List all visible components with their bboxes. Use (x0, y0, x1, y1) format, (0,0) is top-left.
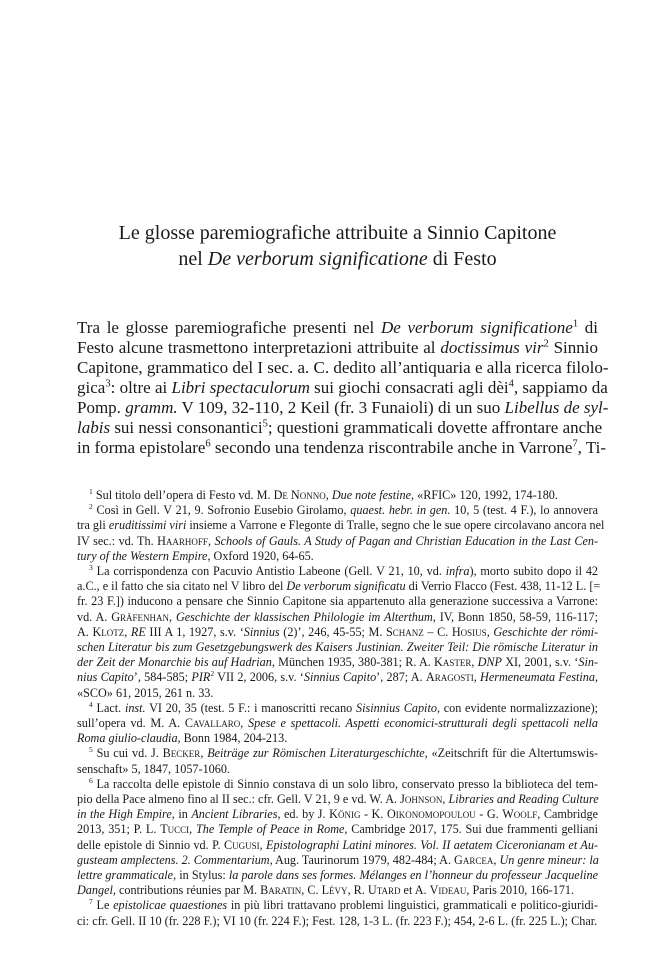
footnote-number: 4 (89, 699, 93, 709)
text-run: lettre grammaticale (77, 868, 174, 883)
text-run: «SCO» 61, 2015, 261 n. 33. (77, 685, 214, 700)
text-run: De verborum significatione (380, 318, 573, 337)
footnote (77, 898, 598, 928)
text-run: Sul titolo dell’opera di Festo vd. M. (95, 488, 274, 502)
text-run: , (189, 822, 196, 837)
footnote-ref: 5 (262, 418, 268, 430)
footnote-line (77, 549, 598, 564)
text-run: Geschichte der römi- (493, 624, 599, 639)
text-run: gramm. (125, 398, 178, 417)
text-run: epistolicae quaestiones (113, 898, 228, 913)
footnote-line (77, 838, 598, 853)
text-run: Lact. (96, 700, 125, 715)
text-run: in the High Empire (77, 807, 172, 822)
footnote-line (77, 716, 598, 731)
text-run: V 109, 32-110, 2 Keil (fr. 3 Funaioli) di un suo (177, 398, 505, 417)
text-run: Sin- (578, 655, 599, 670)
text-run: Gräfenhan (111, 609, 169, 624)
body-line (77, 418, 603, 438)
text-run: - G. (475, 807, 503, 822)
text-run: gica (77, 378, 106, 397)
footnote-ref: 4 (508, 378, 514, 390)
title-suffix: di Festo (427, 248, 497, 270)
text-run: Utard (367, 883, 401, 898)
text-run: , Aug. Taurinorum 1979, 482-484; A. (269, 852, 455, 867)
footnote-line (77, 594, 598, 609)
text-run: XI, 2001, s.v. ‘ (501, 655, 579, 670)
text-run: - K. (360, 807, 387, 822)
text-run: ), morto subito dopo il 42 (469, 564, 599, 579)
text-run: , Cambridge 2017, 175. Sui due frammenti gelliani (344, 822, 599, 837)
text-run: , (207, 533, 215, 548)
footnote-number: 2 (89, 502, 93, 512)
footnote (77, 701, 598, 747)
body-line (77, 338, 598, 358)
text-run: pio della Pace almeno fino al II sec.: cfr. Gell. V 21, 9 e vd. W. A. (77, 792, 401, 807)
body-line (77, 378, 608, 398)
text-run: ’, 584-585; (133, 670, 192, 685)
text-run: Roma giulio-claudia (77, 731, 178, 746)
text-run: De Nonno (273, 488, 326, 502)
footnote-number: 5 (89, 745, 93, 755)
text-run: IV sec.: vd. Th. (77, 533, 158, 548)
footnote-line (77, 579, 601, 594)
text-run: eruditissimi viri (108, 518, 187, 533)
text-run: , ed. by J. (277, 807, 330, 822)
text-run: sui giochi consacrati agli dèi (309, 378, 509, 397)
text-run: sui nessi consonantici (110, 418, 263, 437)
text-run: La corrispondenza con Pacuvio Antistio Labeone (Gell. V 21, 10, vd. (96, 564, 446, 579)
text-run: , Ti- (577, 438, 607, 457)
body-line (77, 398, 609, 418)
text-run: infra (445, 564, 470, 579)
footnote-line (77, 746, 598, 761)
footnote-line (77, 807, 598, 822)
text-run: , Cambridge (537, 807, 598, 822)
footnote (77, 777, 598, 899)
footnote-line (77, 777, 598, 792)
text-run: , (169, 609, 176, 624)
text-run: 2013, 351; P. L. (77, 822, 161, 837)
text-run: , R. (347, 883, 368, 898)
text-run: : oltre ai (110, 378, 172, 397)
text-run: fr. 23 F.]) inducono a pensare che Sinnio Capitone sia appartenuto alla generazione successiva a Varrone: (77, 594, 598, 609)
title-line-1: Le glosse paremiografiche attribuite a Sinnio Capitone (118, 222, 557, 244)
text-run: Becker (162, 746, 201, 761)
text-run: , (259, 837, 267, 852)
text-run: VII 2, 2006, s.v. ‘ (214, 670, 304, 685)
footnote-line (77, 610, 598, 625)
text-run: gusteam amplectens. 2. Commentarium (77, 852, 270, 867)
text-run: labis (77, 418, 111, 437)
text-run: Beiträge zur Römischen Literaturgeschichte (207, 746, 425, 761)
text-run: Due note festine (331, 488, 412, 502)
text-run: Le (96, 898, 114, 913)
footnote-ref: 2 (543, 338, 549, 350)
title-line-2 (77, 246, 598, 272)
text-run: Cavallaro (184, 716, 241, 731)
footnote-line (77, 640, 598, 655)
text-run: Cugusi (223, 837, 260, 852)
text-run: , München 1935, 380-381; R. A. (271, 655, 435, 670)
footnote-ref: 6 (205, 438, 211, 450)
text-run: Sisinnius Capito (356, 700, 437, 715)
text-run: Libraries and Reading Culture (448, 792, 599, 807)
text-run: La raccolta delle epistole di Sinnio constava di un solo libro, conservato presso la biblioteca del tem- (96, 776, 599, 791)
footnote-line (77, 731, 598, 746)
footnote-line (77, 701, 598, 716)
text-run: DNP (477, 655, 502, 670)
footnote-line (77, 655, 598, 670)
footnote-line (77, 686, 598, 701)
footnote-line (77, 914, 598, 929)
footnote-line (77, 564, 598, 579)
text-run: III A 1, 1927, s.v. ‘ (145, 624, 244, 639)
text-run: , C. (301, 883, 322, 898)
text-run: et A. (400, 883, 430, 898)
text-run: der Zeit der Monarchie bis auf Hadrian (77, 655, 272, 670)
text-run: , (240, 716, 249, 731)
footnote-ref: 1 (572, 318, 579, 330)
text-run: doctissimus vir (440, 338, 544, 357)
text-run: Sinnius (243, 624, 280, 639)
text-run: , (442, 792, 449, 807)
text-run: Su cui vd. J. (96, 746, 163, 761)
footnote-line (77, 898, 598, 913)
text-run: vd. A. (77, 609, 112, 624)
footnote (77, 746, 598, 776)
text-run: Lévy (321, 883, 348, 898)
text-run: VI 20, 35 (test. 5 F.: i manoscritti recano (145, 700, 356, 715)
text-run: , (473, 670, 481, 685)
text-run: Oikonomopoulou (386, 807, 476, 822)
footnote-ref: 2 (210, 669, 215, 679)
text-run: Così in Gell. V 21, 9. Sofronio Eusebio Girolamo, (96, 503, 351, 518)
text-run: nius Capito (77, 670, 134, 685)
footnote-line (77, 488, 598, 503)
text-run: De verborum significatu (286, 579, 406, 594)
text-run: Spese e spettacoli. Aspetti economici-strutturali degli spettacoli nella (248, 716, 599, 731)
footnote-number: 7 (89, 897, 93, 907)
text-run: Klotz (92, 624, 125, 639)
text-run: Libri spectaculorum (171, 378, 310, 397)
footnote-line (77, 822, 598, 837)
text-run: secondo una tendenza riscontrabile anche in Varrone (210, 438, 573, 457)
body-text (77, 318, 609, 458)
text-run: Capitone, grammatico del I sec. a. C. dedito all’antiquaria e alla ricerca filolo- (77, 358, 609, 377)
text-run: inst. (124, 700, 146, 715)
text-run: Hermeneumata Festina (480, 670, 595, 685)
text-run: , sappiamo da (513, 378, 608, 397)
text-run: Haarhoff (157, 533, 208, 548)
text-run: Schanz (386, 624, 424, 639)
footnote-line (77, 534, 598, 549)
text-run: The Temple of Peace in Rome (195, 822, 345, 837)
text-run: schen Literatur bis zum Gesetzgebungswerk des Kaisers Justinian. Zweiter Teil: Die römische Literatur in (77, 640, 598, 655)
text-run: Johnson (400, 792, 443, 807)
text-run: , in (171, 807, 192, 822)
footnote-line (77, 518, 605, 533)
text-run: Tra le glosse paremiografiche presenti nel (77, 318, 381, 337)
text-run: Schools of Gauls. A Study of Pagan and Christian Education in the Last Cen- (214, 533, 599, 548)
footnote (77, 488, 598, 503)
text-run: insieme a Varrone e Flegonte di Tralle, segno che le sue opere circolavano ancora nel (186, 518, 605, 533)
text-run: Videau (429, 883, 467, 898)
text-run: 10, 5 (test. 4 F.), lo annovera (450, 503, 599, 518)
text-run: Baratin (260, 883, 302, 898)
text-run: Woolf (502, 807, 538, 822)
text-run: Hosius (451, 624, 487, 639)
text-run: ; questioni grammaticali dovette affrontare anche (267, 418, 603, 437)
title-prefix: nel (178, 248, 208, 270)
text-run: A. (77, 624, 93, 639)
text-run: Kaster (434, 655, 472, 670)
text-run: , Paris 2010, 166-171. (466, 883, 575, 898)
footnote-line (77, 503, 598, 518)
text-run: Festo alcune trasmettono interpretazioni attribuite al (77, 338, 441, 357)
text-run: Sinnius Capito (303, 670, 377, 685)
footnote (77, 502, 605, 564)
text-run: Epistolographi Latini minores. Vol. II aetatem Ciceronianam et Au- (266, 837, 598, 852)
text-run: , (325, 488, 332, 502)
text-run: Ancient Libraries (191, 807, 278, 822)
text-run: ci: cfr. Gell. II 10 (fr. 228 F.); VI 10 (fr. 224 F.); Fest. 128, 1-3 L. (fr. 223 F.); 454, 2-6 L. (fr. 225 L.); Char. (77, 913, 598, 928)
text-run: tra gli (77, 518, 109, 533)
text-run: , contributions réunies par M. (112, 883, 261, 898)
text-run: PIR (191, 670, 211, 685)
text-run: senschaft» 5, 1847, 1057-1060. (77, 761, 230, 776)
body-line (77, 318, 598, 338)
text-run: quaest. hebr. in gen. (350, 503, 451, 518)
text-run: , IV, Bonn 1850, 58-59, 116-117; (432, 609, 598, 624)
text-run: Sinnio (548, 338, 598, 357)
text-run: Dangel (77, 883, 113, 898)
footnote-line (77, 853, 598, 868)
text-run: (2)’, 246, 45-55; M. (279, 624, 387, 639)
footnote (77, 562, 601, 701)
text-run: Aragosti (425, 670, 474, 685)
footnote-line (77, 762, 598, 777)
body-line (77, 438, 607, 458)
text-run: ’, 287; A. (376, 670, 426, 685)
text-run: in più libri trattavano problemi linguistici, grammaticali e politico-giuridi- (227, 898, 599, 913)
text-run: Un genre mineur: la (499, 852, 599, 867)
text-run: König (329, 807, 361, 822)
text-run: , (493, 852, 500, 867)
text-run: , (124, 624, 131, 639)
article-title (77, 220, 598, 272)
footnote-line (77, 625, 598, 640)
text-run: , (594, 670, 599, 685)
text-run: RE (130, 624, 146, 639)
text-run: , Bonn 1984, 204-213. (177, 731, 288, 746)
text-run: tury of the Western Empire (77, 548, 208, 563)
footnote-ref: 7 (572, 438, 578, 450)
footnote-line (77, 670, 598, 685)
text-run: Pomp. (77, 398, 126, 417)
text-run: di Verrio Flacco (Fest. 438, 11-12 L. [= (405, 579, 601, 594)
text-run: , Oxford 1920, 64-65. (207, 548, 314, 563)
text-run: a.C., e il fatto che sia citato nel V libro del (77, 579, 287, 594)
text-run: Libellus de syl- (504, 398, 609, 417)
text-run: , (471, 655, 478, 670)
text-run: di (578, 318, 599, 337)
body-line (77, 358, 609, 378)
footnote-number: 6 (89, 775, 93, 785)
text-run: la parole dans ses formes. Mélanges en l’honneur du professeur Jacqueline (228, 868, 598, 883)
text-run: Tucci (160, 822, 190, 837)
text-run: , con evidente normalizzazione); (436, 700, 599, 715)
footnote-line (77, 883, 598, 898)
footnote-ref: 3 (105, 378, 111, 390)
text-run: , «RFIC» 120, 1992, 174-180. (411, 488, 558, 502)
text-run: Geschichte der klassischen Philologie im Alterthum (175, 609, 433, 624)
footnotes (77, 486, 605, 929)
footnote-line (77, 792, 598, 807)
text-run: , «Zeitschrift für die Altertumswis- (424, 746, 599, 761)
text-run: , (200, 746, 208, 761)
text-run: , in Stylus: (173, 868, 229, 883)
footnote-number: 3 (89, 562, 93, 572)
text-run: – C. (423, 624, 452, 639)
text-run: sull’opera vd. M. A. (77, 716, 185, 731)
text-run: , (486, 624, 494, 639)
footnote-number: 1 (89, 486, 93, 496)
title-italic: De verborum significatione (207, 248, 428, 270)
footnote-line (77, 868, 598, 883)
text-run: Garcea (454, 852, 494, 867)
text-run: in forma epistolare (77, 438, 206, 457)
text-run: delle epistole di Sinnio vd. P. (77, 837, 224, 852)
